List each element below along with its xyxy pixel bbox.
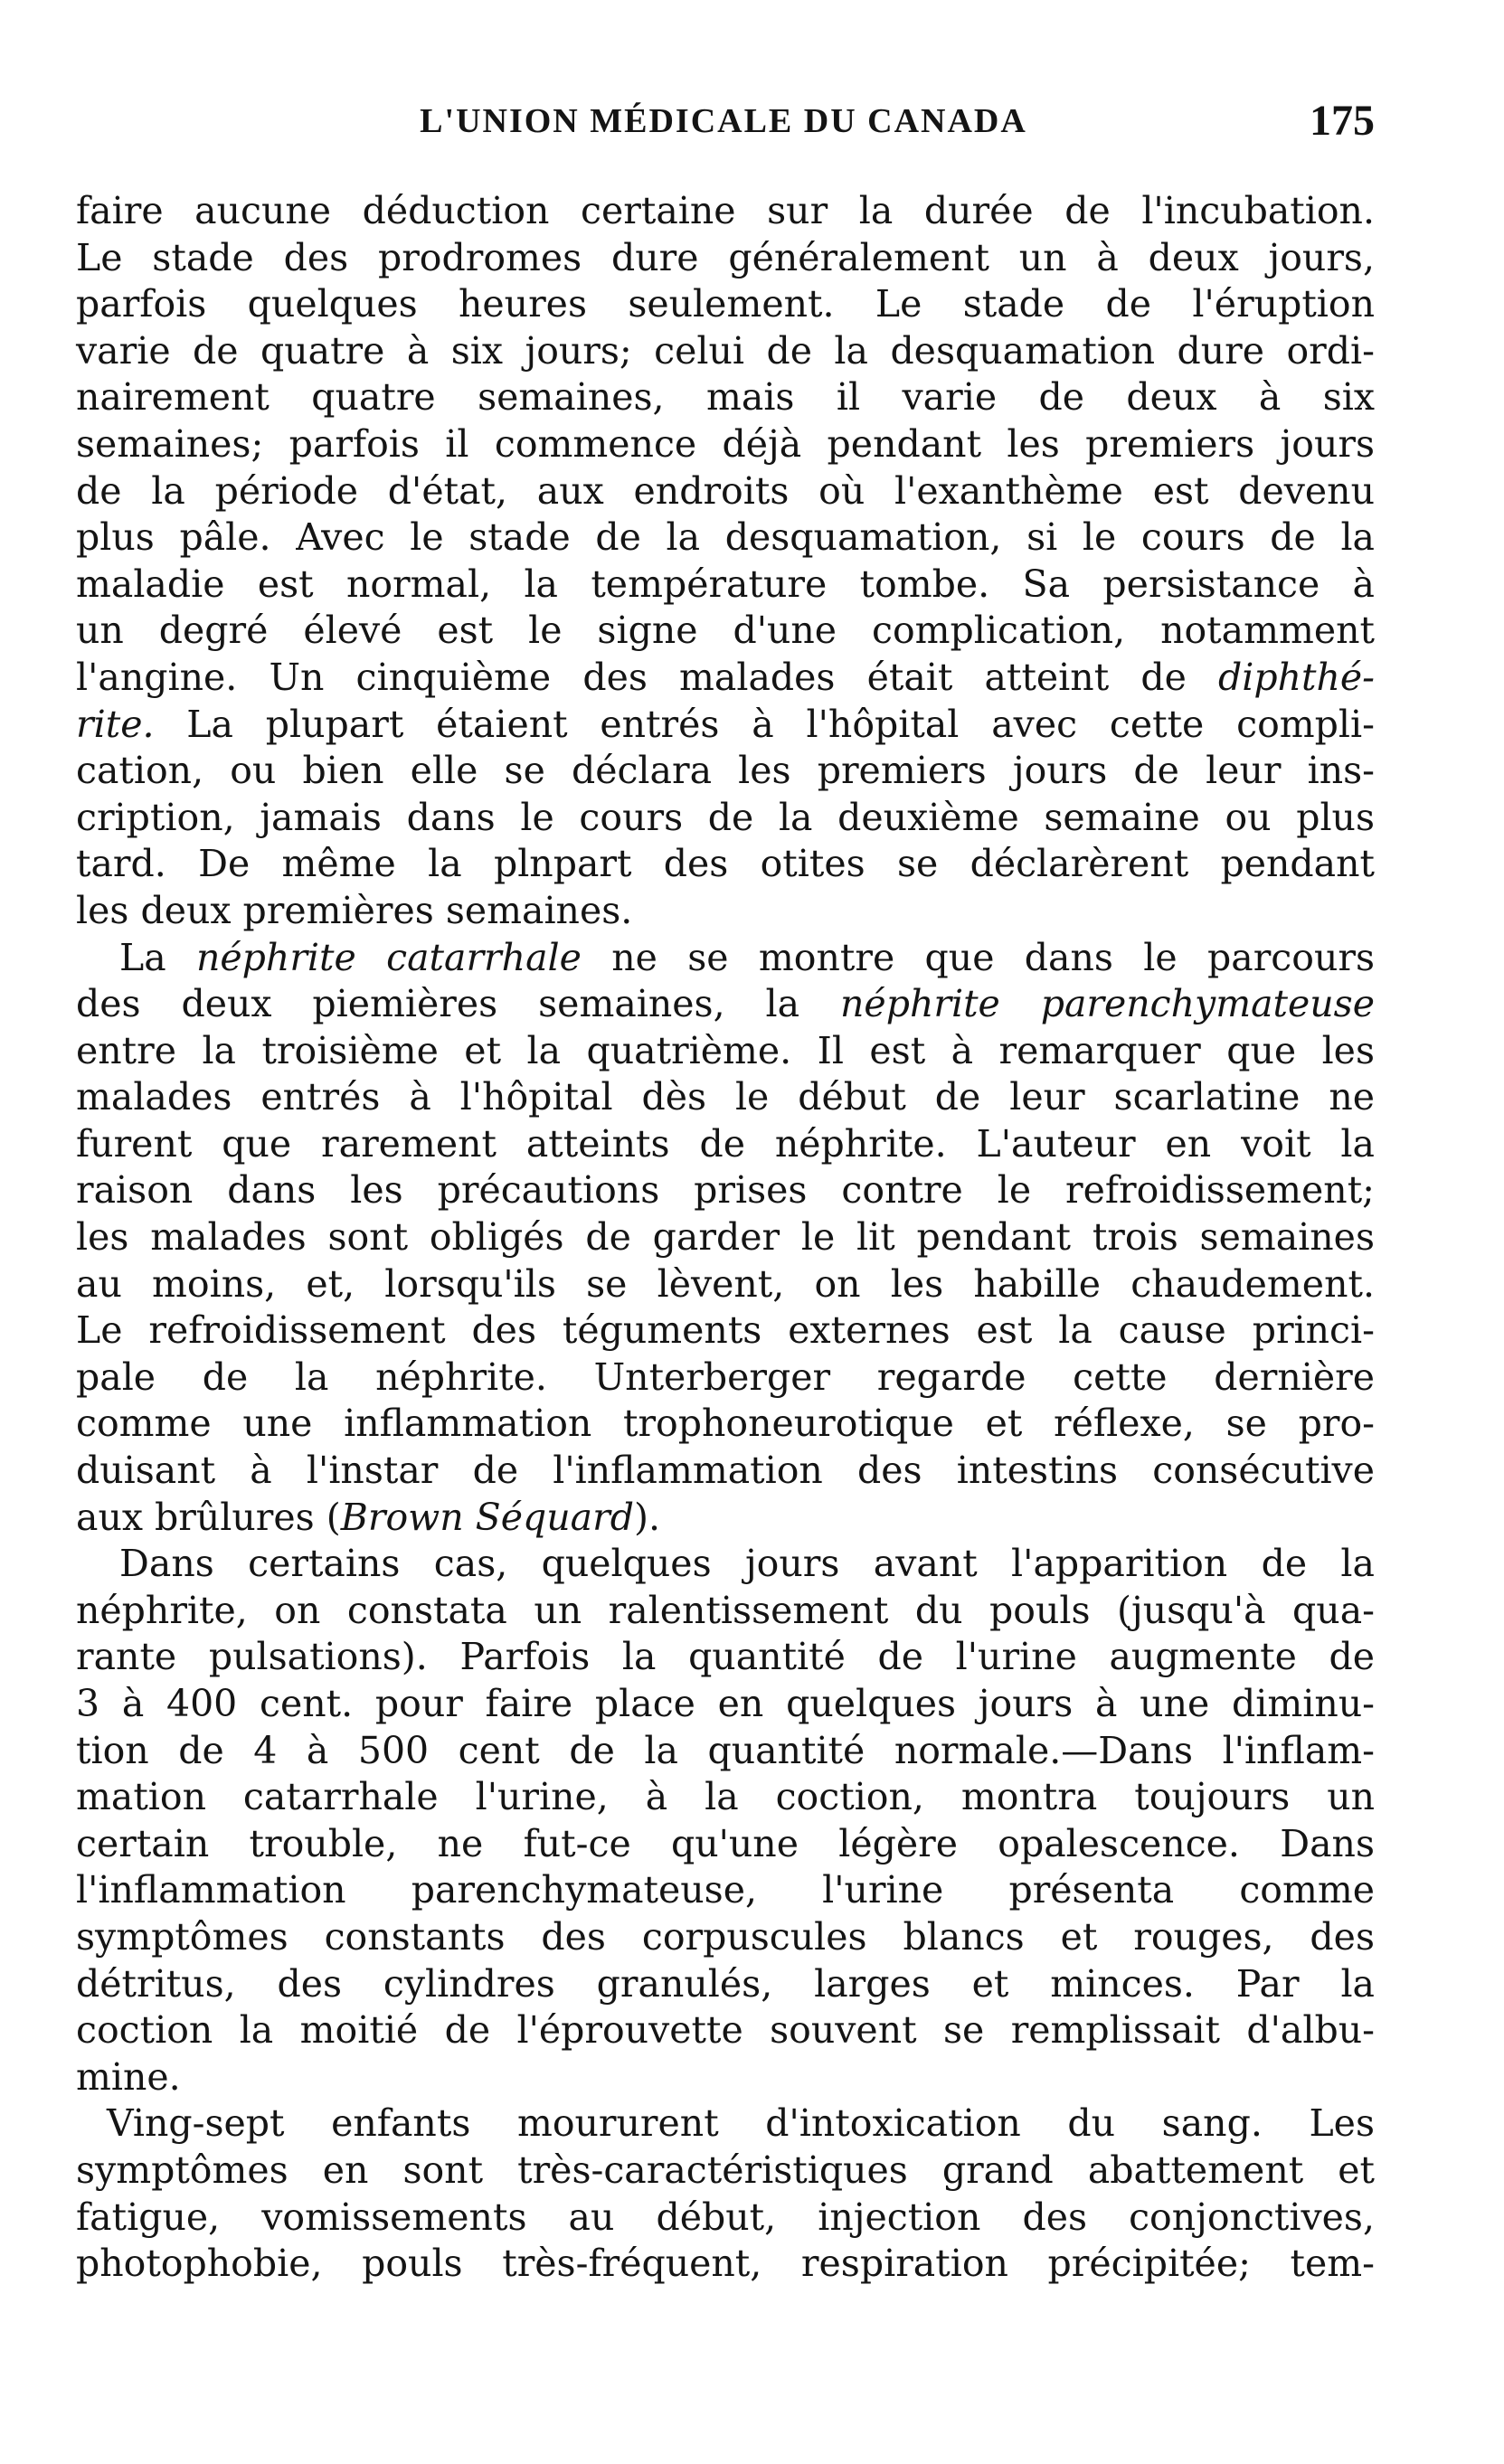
text-line: [76, 702, 1375, 749]
text-line: [76, 1495, 1375, 1542]
text-segment: entre la troisième et la quatrième. Il est à remarquer que les: [76, 1028, 1375, 1072]
text-segment: varie de quatre à six jours; celui de la desquamation dure ordi-: [76, 328, 1375, 373]
text-segment: semaines; parfois il commence déjà pendant les premiers jours: [76, 421, 1375, 466]
text-line: [76, 841, 1375, 888]
text-line: [76, 1541, 1375, 1588]
text-line: [76, 888, 1375, 935]
text-segment: comme une inflammation trophoneurotique et réflexe, se pro-: [76, 1402, 1375, 1446]
text-line: [76, 1588, 1375, 1635]
text-line: [76, 1728, 1375, 1775]
text-segment: Ving-sept enfants moururent d'intoxication du sang. Les: [107, 2101, 1375, 2146]
text-line: [76, 1914, 1375, 1961]
text-segment: tion de 4 à 500 cent de la quantité normale.—Dans l'inflam-: [76, 1728, 1375, 1772]
italic-text: néphrite catarrhale: [196, 935, 582, 979]
text-line: [76, 562, 1375, 609]
text-line: [76, 421, 1375, 468]
text-segment: mine.: [76, 2054, 181, 2099]
text-line: [76, 1261, 1375, 1308]
text-line: [76, 188, 1375, 235]
text-line: [76, 468, 1375, 515]
text-line: [76, 235, 1375, 282]
text-segment: ne se montre que dans le parcours: [581, 935, 1375, 979]
text-segment: Le refroidissement des téguments externes est la cause princi-: [76, 1308, 1375, 1353]
text-line: [76, 1448, 1375, 1495]
text-segment: faire aucune déduction certaine sur la durée de l'incubation.: [76, 189, 1375, 232]
text-segment: aux brûlures (: [76, 1495, 341, 1539]
text-line: [76, 281, 1375, 328]
text-segment: tard. De même la plnpart des otites se déclarèrent pendant: [76, 842, 1375, 886]
text-line: [76, 2195, 1375, 2242]
text-line: [76, 2054, 1375, 2101]
text-segment: des deux piemières semaines, la: [76, 982, 841, 1026]
text-line: [76, 2148, 1375, 2195]
text-segment: l'inflammation parenchymateuse, l'urine présenta comme: [76, 1868, 1375, 1912]
text-line: [76, 515, 1375, 562]
text-line: [76, 655, 1375, 702]
text-segment: au moins, et, lorsqu'ils se lèvent, on les habille chaudement.: [76, 1261, 1375, 1306]
text-line: [76, 608, 1375, 655]
text-line: [76, 1774, 1375, 1821]
text-line: [76, 1214, 1375, 1261]
italic-text: rite.: [76, 702, 155, 746]
text-segment: les malades sont obligés de garder le lit pendant trois semaines: [76, 1215, 1375, 1260]
text-line: [76, 2241, 1375, 2288]
text-segment: Le stade des prodromes dure généralement un à deux jours,: [76, 235, 1375, 279]
text-segment: coction la moitié de l'éprouvette souvent se remplissait d'albu-: [76, 2008, 1375, 2053]
journal-title: L'UNION MÉDICALE DU CANADA: [420, 102, 1027, 140]
page-number: 175: [1310, 97, 1375, 145]
text-line: [76, 1634, 1375, 1681]
text-segment: raison dans les précautions prises contre le refroidissement;: [76, 1168, 1375, 1213]
text-segment: furent que rarement atteints de néphrite. L'auteur en voit la: [76, 1121, 1375, 1166]
text-line: [76, 2007, 1375, 2054]
text-segment: parfois quelques heures seulement. Le stade de l'éruption: [76, 282, 1375, 326]
text-segment: détritus, des cylindres granulés, larges et minces. Par la: [76, 1961, 1375, 2006]
text-line: [76, 2101, 1375, 2148]
text-segment: La: [119, 935, 197, 979]
italic-text: néphrite parenchymateuse: [840, 982, 1375, 1026]
italic-text: diphthé-: [1217, 655, 1375, 699]
text-segment: 3 à 400 cent. pour faire place en quelques jours à une diminu-: [76, 1682, 1375, 1725]
text-line: [76, 1074, 1375, 1121]
text-segment: symptômes constants des corpuscules blancs et rouges, des: [76, 1914, 1375, 1959]
text-segment: La plupart étaient entrés à l'hôpital avec cette compli-: [154, 702, 1375, 746]
text-line: [76, 748, 1375, 795]
text-segment: ).: [633, 1495, 660, 1539]
text-line: [76, 1167, 1375, 1214]
text-segment: les deux premières semaines.: [76, 888, 633, 932]
text-line: [76, 328, 1375, 375]
text-segment: rante pulsations). Parfois la quantité de l'urine augmente de: [76, 1635, 1375, 1679]
text-segment: cation, ou bien elle se déclara les premiers jours de leur ins-: [76, 749, 1375, 793]
text-segment: certain trouble, ne fut-ce qu'une légère opalescence. Dans: [76, 1821, 1375, 1865]
text-line: [76, 795, 1375, 842]
text-segment: pale de la néphrite. Unterberger regarde cette dernière: [76, 1355, 1375, 1399]
text-segment: fatigue, vomissements au début, injection des conjonctives,: [76, 2195, 1375, 2239]
text-segment: nairement quatre semaines, mais il varie de deux à six: [76, 375, 1375, 420]
body-text: [76, 188, 1375, 2288]
text-line: [76, 1355, 1375, 1402]
text-segment: symptômes en sont très-caractéristiques grand abattement et: [76, 2148, 1375, 2192]
text-line: [76, 1121, 1375, 1168]
text-line: [76, 1401, 1375, 1448]
text-segment: cription, jamais dans le cours de la deuxième semaine ou plus: [76, 795, 1375, 839]
text-segment: duisant à l'instar de l'inflammation des intestins consécutive: [76, 1449, 1375, 1493]
text-segment: maladie est normal, la température tombe. Sa persistance à: [76, 562, 1375, 606]
text-line: [76, 374, 1375, 421]
text-line: [76, 1821, 1375, 1868]
italic-text: Brown Séquard: [340, 1495, 634, 1539]
text-line: [76, 1867, 1375, 1914]
text-line: [76, 1681, 1375, 1728]
running-head: [72, 97, 1375, 156]
text-segment: de la période d'état, aux endroits où l'exanthème est devenu: [76, 468, 1375, 513]
text-segment: malades entrés à l'hôpital dès le début de leur scarlatine ne: [76, 1075, 1375, 1119]
text-segment: photophobie, pouls très-fréquent, respiration précipitée; tem-: [76, 2242, 1375, 2286]
text-line: [76, 1028, 1375, 1075]
text-line: [76, 1308, 1375, 1355]
text-line: [76, 1961, 1375, 2008]
text-line: [76, 981, 1375, 1028]
text-segment: l'angine. Un cinquième des malades était atteint de: [76, 655, 1218, 699]
text-segment: mation catarrhale l'urine, à la coction, montra toujours un: [76, 1775, 1375, 1819]
text-segment: néphrite, on constata un ralentissement du pouls (jusqu'à qua-: [76, 1588, 1375, 1632]
text-line: [76, 935, 1375, 982]
text-segment: Dans certains cas, quelques jours avant l'apparition de la: [119, 1542, 1375, 1586]
text-segment: plus pâle. Avec le stade de la desquamation, si le cours de la: [76, 515, 1375, 560]
text-segment: un degré élevé est le signe d'une complication, notamment: [76, 609, 1375, 653]
